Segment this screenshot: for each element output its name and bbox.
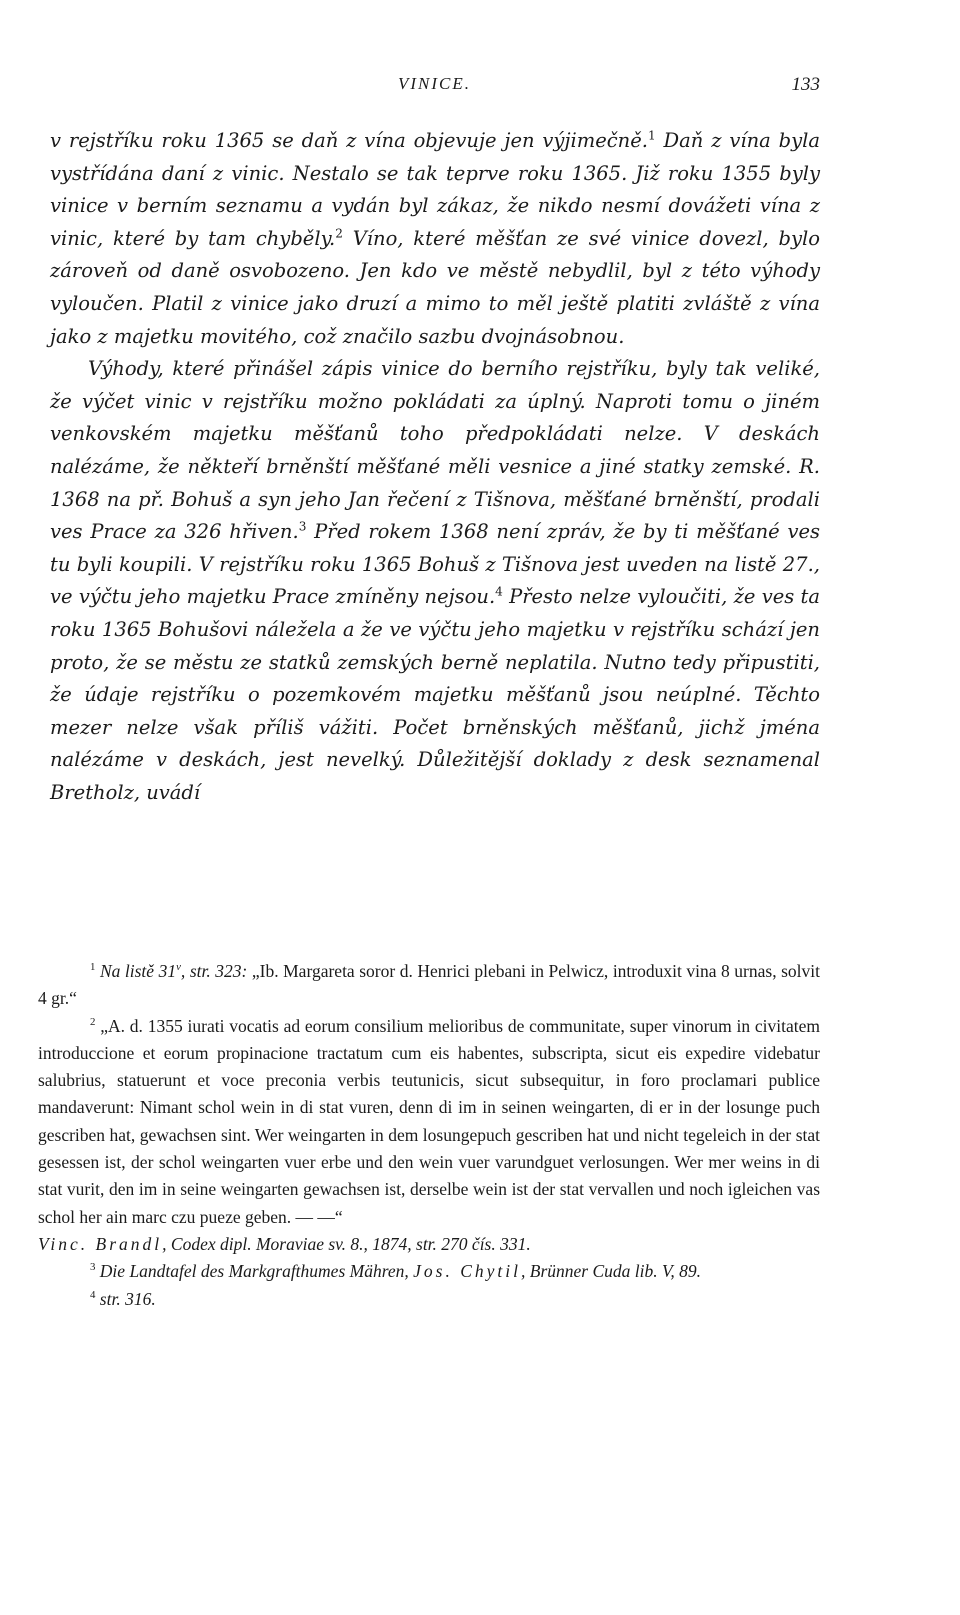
- footnote-text: „A. d. 1355 iurati vocatis ad eorum consilium melioribus de communitate, super vinorum in civitatem introduccione et eorum propinacione tractatum cum eis habentes, subscripta, sicut eis expedire videbatur salubrius, statuerunt et voce preconia verbis teutunicis, sicut subsequitur, in foro proclamari publice mandaverunt: Nimant schol wein in di stat vuren, denn di im in seinen weingarten, di er in der losunge puch gescriben hat, gewachsen sint. Wer weingarten in dem losungepuch gescriben hat und nicht tegeleich in der stat gesessen ist, der schol weingarten vuer erbe und den wein vuer varundguet verlosungen. Wer mer weins in di stat vurit, den im in seine weingarten gewachsen ist, derselbe wein ist der stat vervallen und noch igleichen vas schol her ain marc czu pueze geben. — —“: [38, 1015, 820, 1227]
- footnote-text: , Brünner Cuda lib. V, 89.: [521, 1261, 702, 1282]
- text-run: Přesto nelze vyloučiti, že ves ta roku 1365 Bohušovi náležela a že ve výčtu jeho majetku v rejstříku schází jen proto, že se městu ze statků zemských berně neplatila. Nutno tedy připustiti, že údaje rejstříku o pozemkovém majetku měšťanů jsou neúplné. Těchto mezer nelze však příliš vážiti. Počet brněnských měšťanů, jichž jména nalézáme v deskách, jest nevelký. Důležitější doklady z desk seznamenal Bretholz, uvádí: [50, 585, 820, 804]
- footnote-lead: , str. 323:: [180, 961, 248, 981]
- footnote-mark: 1: [90, 961, 96, 974]
- footnote-4: [38, 1286, 820, 1313]
- footnote-mark: 4: [90, 1288, 96, 1301]
- footnote-author: Vinc. Brandl: [38, 1233, 163, 1254]
- footnote-2: [38, 1013, 820, 1259]
- running-title: VINICE.: [398, 74, 472, 93]
- page-number: 133: [791, 74, 820, 95]
- footnote-ref-3[interactable]: 3: [298, 519, 307, 534]
- running-head: [0, 74, 960, 104]
- footnote-text: Die Landtafel des Markgrafthumes Mähren,: [99, 1261, 414, 1282]
- paragraph-1: [50, 125, 820, 353]
- footnote-ref-2[interactable]: 2: [335, 226, 343, 241]
- footnote-text: str. 316.: [99, 1288, 156, 1309]
- footnote-source: , Codex dipl. Moraviae sv. 8., 1874, str. 270 čís. 331.: [162, 1233, 531, 1254]
- text-run: v rejstříku roku 1365 se daň z vína objevuje jen výjimečně.: [50, 129, 648, 152]
- footnote-sup: v: [176, 961, 181, 974]
- footnote-lead: Na listě 31: [99, 961, 177, 981]
- main-text: [50, 125, 820, 809]
- footnote-text: „Ib. Margareta soror d. Henrici plebani in Pelwicz, introduxit vina 8 urnas, solvit 4 gr.“: [38, 961, 821, 1009]
- text-run: Před rokem 1368 není zpráv, že by ti měšťané ves tu byli koupili. V rejstříku roku 1365 Bohuš z Tišnova jest uveden na listě 27., ve výčtu jeho majetku Prace zmíněny nejsou.: [50, 520, 821, 609]
- footnote-ref-4[interactable]: 4: [495, 584, 503, 599]
- footnote-mark: 2: [90, 1015, 96, 1028]
- footnote-ref-1[interactable]: 1: [647, 128, 656, 143]
- footnotes: [38, 958, 820, 1313]
- footnote-author: Jos. Chytil: [413, 1261, 521, 1282]
- footnote-mark: 3: [90, 1261, 96, 1274]
- text-run: Daň z vína byla vystřídána daní z vinic. Nestalo se tak teprve roku 1365. Již roku 1355 byly vinice v berním seznamu a vydán byl zákaz, že nikdo nesmí dovážeti vína z vinic, které by tam chyběly.: [50, 129, 821, 250]
- footnote-1: [38, 958, 820, 1013]
- footnote-3: [38, 1258, 820, 1285]
- paragraph-2: [50, 353, 820, 809]
- text-run: Výhody, které přinášel zápis vinice do berního rejstříku, byly tak veliké, že výčet vinic v rejstříku možno pokládati za úplný. Naproti tomu o jiném venkovském majetku měšťanů toho předpokládati nelze. V deskách nalézáme, že někteří brněnští měšťané měli vesnice a jiné statky zemské. R. 1368 na př. Bohuš a syn jeho Jan řečení z Tišnova, měšťané brněnští, prodali ves Prace za 326 hřiven.: [50, 357, 820, 544]
- text-run: Víno, které měšťan ze své vinice dovezl, bylo zároveň od daně osvobozeno. Jen kdo ve městě nebydlil, byl z této výhody vyloučen. Platil z vinice jako druzí a mimo to měl ještě platiti zvláště z vína jako z majetku movitého, což značilo sazbu dvojnásobnou.: [50, 226, 820, 348]
